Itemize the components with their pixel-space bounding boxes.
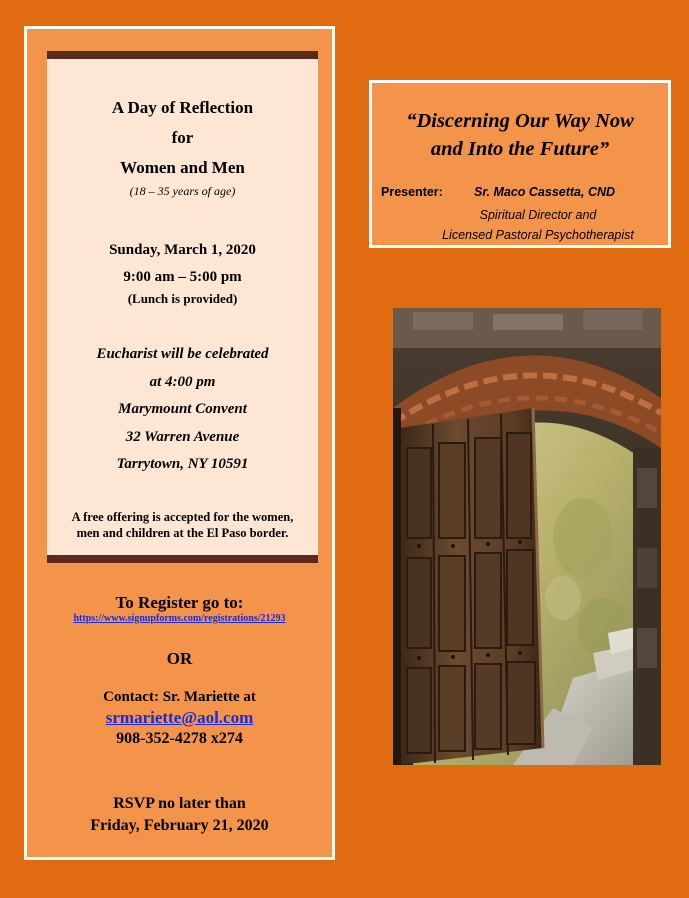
offering-note [47, 509, 318, 541]
venue-city: Tarrytown, NY 10591 [116, 456, 249, 472]
card-bottom-bar [47, 555, 318, 563]
open-door-photo [393, 308, 661, 765]
presenter-roles [372, 205, 668, 245]
rsvp-line-1: RSVP no later than [113, 795, 246, 812]
register-heading: To Register go to: [115, 593, 244, 612]
theme-line-1: “Discerning Our Way Now [406, 110, 634, 132]
offering-line-2: men and children at the El Paso border. [76, 526, 289, 540]
registration-link[interactable]: https://www.signupforms.com/registrations/21293 [73, 613, 286, 624]
venue-street: 32 Warren Avenue [125, 428, 240, 445]
event-date: Sunday, March 1, 2020 [109, 242, 256, 258]
offering-line-1: A free offering is accepted for the women, [71, 510, 294, 524]
contact-label: Contact: Sr. Mariette at [103, 689, 256, 705]
event-time: 9:00 am – 5:00 pm [123, 269, 242, 285]
presenter-role-2: Licensed Pastoral Psychotherapist [442, 228, 634, 242]
event-title-line-3: Women and Men [120, 158, 245, 177]
left-flyer-panel [24, 26, 335, 860]
theme-line-2: and Into the Future” [430, 138, 610, 160]
venue-name: Marymount Convent [118, 401, 247, 417]
eucharist-line-2: at 4:00 pm [149, 373, 216, 390]
rsvp-deadline [27, 793, 332, 837]
presenter-name: Sr. Maco Cassetta, CND [474, 185, 616, 199]
card-top-bar [47, 51, 318, 59]
email-link[interactable]: srmariette@aol.com [105, 708, 254, 727]
age-range: (18 – 35 years of age) [129, 184, 236, 198]
rsvp-line-2: Friday, February 21, 2020 [90, 817, 269, 834]
event-details-card [47, 51, 318, 563]
presenter-label: Presenter: [381, 185, 443, 199]
phone-number: 908-352-4278 x274 [116, 730, 243, 747]
event-title [47, 93, 318, 183]
event-title-line-1: A Day of Reflection [111, 98, 254, 117]
retreat-theme-title [372, 107, 668, 163]
event-datetime [47, 237, 318, 291]
lunch-note: (Lunch is provided) [127, 291, 238, 306]
retreat-theme-box [369, 80, 671, 248]
presenter-role-1: Spiritual Director and [479, 208, 597, 222]
eucharist-location [47, 341, 318, 479]
or-separator: OR [166, 649, 193, 668]
eucharist-line-1: Eucharist will be celebrated [96, 346, 269, 362]
event-title-line-2: for [171, 128, 194, 147]
